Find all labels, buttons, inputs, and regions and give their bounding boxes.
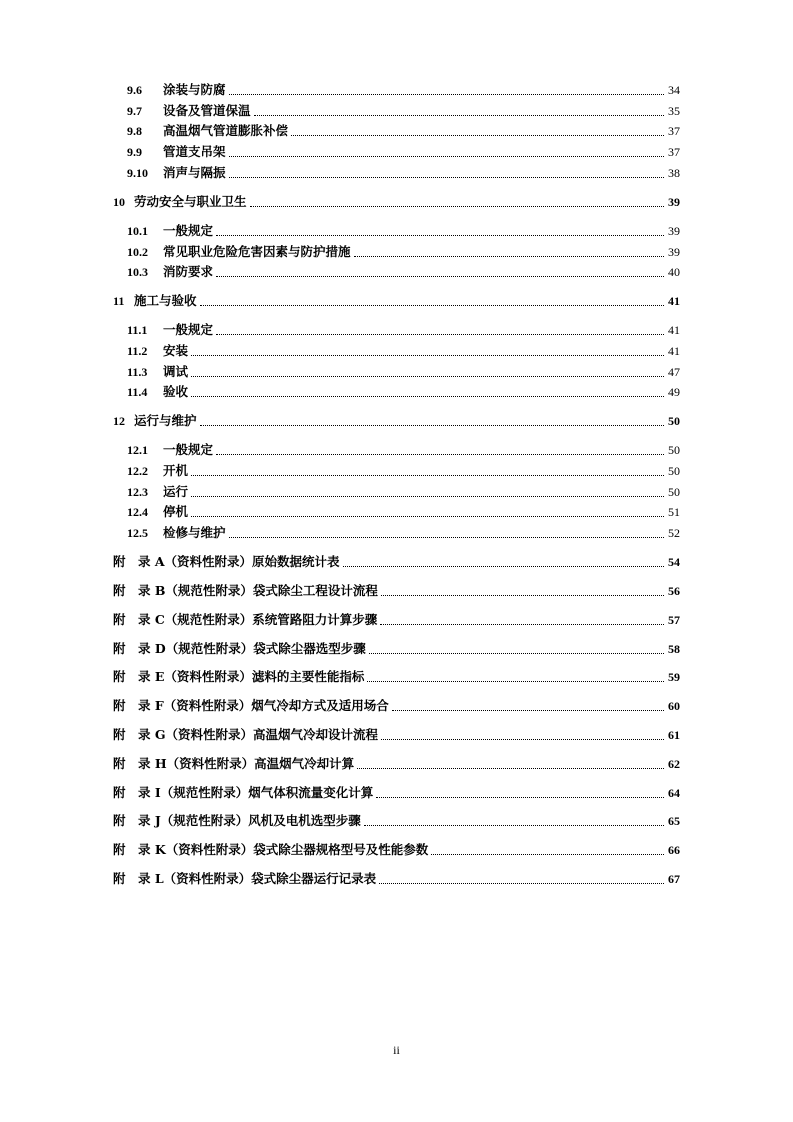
toc-leader-dots xyxy=(229,156,664,157)
toc-entry-title: 附 录 G（资料性附录）高温烟气冷却设计流程 xyxy=(113,727,379,742)
toc-entry-number: 9.6 xyxy=(127,83,142,97)
toc-entry[interactable] xyxy=(0,142,793,162)
toc-entry[interactable] xyxy=(0,163,793,183)
toc-entry-page: 40 xyxy=(668,265,680,279)
toc-entry[interactable] xyxy=(0,523,793,543)
toc-entry-page: 61 xyxy=(668,728,680,742)
toc-entry[interactable] xyxy=(0,869,793,889)
toc-entry-page: 64 xyxy=(668,786,680,800)
toc-entry-page: 39 xyxy=(668,224,680,238)
toc-entry-page: 37 xyxy=(668,124,680,138)
toc-entry-title: 运行 xyxy=(163,484,189,499)
toc-entry-number: 11.3 xyxy=(127,365,148,379)
toc-leader-dots xyxy=(343,566,664,567)
toc-leader-dots xyxy=(357,768,664,769)
toc-entry[interactable] xyxy=(0,552,793,572)
toc-entry-title: 一般规定 xyxy=(163,223,214,238)
toc-leader-dots xyxy=(216,235,664,236)
toc-entry-page: 50 xyxy=(668,485,680,499)
toc-leader-dots xyxy=(216,454,664,455)
toc-entry-page: 50 xyxy=(668,414,680,428)
toc-entry-page: 54 xyxy=(668,555,680,569)
toc-leader-dots xyxy=(364,825,664,826)
toc-entry[interactable] xyxy=(0,341,793,361)
toc-entry-title: 一般规定 xyxy=(163,322,214,337)
toc-entry-title: 附 录 K（资料性附录）袋式除尘器规格型号及性能参数 xyxy=(113,842,429,857)
toc-entry-title: 附 录 L（资料性附录）袋式除尘器运行记录表 xyxy=(113,871,377,886)
toc-entry-page: 41 xyxy=(668,344,680,358)
toc-entry-page: 62 xyxy=(668,757,680,771)
toc-entry-number: 10.3 xyxy=(127,265,148,279)
toc-leader-dots xyxy=(354,256,664,257)
toc-entry-number: 10.1 xyxy=(127,224,148,238)
toc-entry[interactable] xyxy=(0,783,793,803)
toc-entry-title: 调试 xyxy=(163,364,189,379)
toc-entry-page: 50 xyxy=(668,464,680,478)
toc-entry-page: 39 xyxy=(668,245,680,259)
toc-leader-dots xyxy=(381,595,664,596)
toc-entry-number: 9.9 xyxy=(127,145,142,159)
toc-leader-dots xyxy=(229,94,664,95)
toc-leader-dots xyxy=(431,854,664,855)
toc-entry-page: 57 xyxy=(668,613,680,627)
toc-entry-page: 67 xyxy=(668,872,680,886)
toc-entry-title: 管道支吊架 xyxy=(163,144,226,159)
toc-entry-title: 附 录 D（规范性附录）袋式除尘器选型步骤 xyxy=(113,641,366,656)
toc-leader-dots xyxy=(191,516,664,517)
toc-entry-page: 35 xyxy=(668,104,680,118)
toc-entry-title: 安装 xyxy=(163,343,189,358)
toc-entry[interactable] xyxy=(0,639,793,659)
toc-entry[interactable] xyxy=(0,811,793,831)
toc-entry-number: 9.7 xyxy=(127,104,142,118)
toc-entry-title: 验收 xyxy=(163,384,189,399)
toc-leader-dots xyxy=(191,376,664,377)
toc-entry[interactable] xyxy=(0,291,793,311)
toc-entry-page: 58 xyxy=(668,642,680,656)
toc-entry-title: 检修与维护 xyxy=(163,525,226,540)
toc-entry-page: 65 xyxy=(668,814,680,828)
toc-entry[interactable] xyxy=(0,696,793,716)
toc-entry-title: 附 录 F（资料性附录）烟气冷却方式及适用场合 xyxy=(113,698,389,713)
toc-entry-title: 附 录 J（规范性附录）风机及电机选型步骤 xyxy=(113,813,361,828)
toc-entry-title: 设备及管道保温 xyxy=(163,103,251,118)
toc-entry-page: 41 xyxy=(668,294,680,308)
toc-entry-number: 10 xyxy=(113,195,125,209)
toc-entry-title: 附 录 H（资料性附录）高温烟气冷却计算 xyxy=(113,756,355,771)
toc-entry[interactable] xyxy=(0,754,793,774)
toc-entry-title: 附 录 B（规范性附录）袋式除尘工程设计流程 xyxy=(113,583,378,598)
toc-entry[interactable] xyxy=(0,320,793,340)
toc-entry-title: 消声与隔振 xyxy=(163,165,226,180)
toc-entry-title: 一般规定 xyxy=(163,442,214,457)
toc-entry-page: 49 xyxy=(668,385,680,399)
toc-entry[interactable] xyxy=(0,262,793,282)
toc-entry-title: 附 录 I（规范性附录）烟气体积流量变化计算 xyxy=(113,785,374,800)
toc-entry-number: 12.4 xyxy=(127,505,148,519)
toc-entry[interactable] xyxy=(0,121,793,141)
toc-entry-title: 附 录 C（规范性附录）系统管路阻力计算步骤 xyxy=(113,612,378,627)
toc-entry[interactable] xyxy=(0,502,793,522)
toc-entry-page: 34 xyxy=(668,83,680,97)
toc-entry-number: 12 xyxy=(113,414,125,428)
toc-entry-page: 66 xyxy=(668,843,680,857)
toc-leader-dots xyxy=(191,355,664,356)
toc-entry[interactable] xyxy=(0,840,793,860)
toc-entry-page: 60 xyxy=(668,699,680,713)
toc-entry[interactable] xyxy=(0,411,793,431)
toc-entry-page: 51 xyxy=(668,505,680,519)
toc-leader-dots xyxy=(254,115,664,116)
toc-entry-number: 9.10 xyxy=(127,166,148,180)
toc-entry-number: 11.2 xyxy=(127,344,148,358)
toc-entry-number: 12.2 xyxy=(127,464,148,478)
toc-leader-dots xyxy=(376,797,664,798)
page-number: ii xyxy=(393,1043,400,1057)
toc-entry-title: 运行与维护 xyxy=(134,413,197,428)
toc-leader-dots xyxy=(379,883,664,884)
toc-entry[interactable] xyxy=(0,192,793,212)
toc-leader-dots xyxy=(380,624,664,625)
toc-entry-page: 59 xyxy=(668,670,680,684)
toc-leader-dots xyxy=(229,177,664,178)
toc-entry-number: 12.1 xyxy=(127,443,148,457)
toc-leader-dots xyxy=(200,425,664,426)
toc-leader-dots xyxy=(229,537,664,538)
toc-entry-number: 11 xyxy=(113,294,125,308)
toc-leader-dots xyxy=(392,710,664,711)
toc-leader-dots xyxy=(250,206,664,207)
toc-entry[interactable] xyxy=(0,382,793,402)
toc-entry-number: 12.5 xyxy=(127,526,148,540)
toc-entry-page: 39 xyxy=(668,195,680,209)
toc-entry-title: 开机 xyxy=(163,463,189,478)
toc-entry-title: 施工与验收 xyxy=(134,293,197,308)
toc-entry-page: 37 xyxy=(668,145,680,159)
toc-entry-number: 10.2 xyxy=(127,245,148,259)
toc-entry-title: 附 录 A（资料性附录）原始数据统计表 xyxy=(113,554,340,569)
toc-entry-title: 消防要求 xyxy=(163,264,214,279)
toc-entry-page: 56 xyxy=(668,584,680,598)
toc-entry[interactable] xyxy=(0,221,793,241)
toc-entry[interactable] xyxy=(0,80,793,100)
toc-entry-page: 41 xyxy=(668,323,680,337)
toc-entry-page: 38 xyxy=(668,166,680,180)
toc-leader-dots xyxy=(216,276,664,277)
toc-leader-dots xyxy=(191,396,664,397)
toc-entry-number: 12.3 xyxy=(127,485,148,499)
toc-entry[interactable] xyxy=(0,482,793,502)
toc-entry-title: 劳动安全与职业卫生 xyxy=(134,194,247,209)
toc-leader-dots xyxy=(367,681,664,682)
toc-leader-dots xyxy=(369,653,664,654)
toc-entry[interactable] xyxy=(0,440,793,460)
toc-entry[interactable] xyxy=(0,461,793,481)
toc-entry-page: 52 xyxy=(668,526,680,540)
toc-entry[interactable] xyxy=(0,610,793,630)
toc-leader-dots xyxy=(216,334,664,335)
toc-entry[interactable] xyxy=(0,667,793,687)
toc-leader-dots xyxy=(191,496,664,497)
toc-entry-title: 常见职业危险危害因素与防护措施 xyxy=(163,244,351,259)
toc-entry-title: 高温烟气管道膨胀补偿 xyxy=(163,123,289,138)
toc-leader-dots xyxy=(191,475,664,476)
toc-entry[interactable] xyxy=(0,101,793,121)
toc-entry-number: 11.1 xyxy=(127,323,148,337)
toc-leader-dots xyxy=(291,135,664,136)
toc-entry-number: 9.8 xyxy=(127,124,142,138)
toc-entry[interactable] xyxy=(0,581,793,601)
toc-entry-title: 涂装与防腐 xyxy=(163,82,226,97)
toc-entry[interactable] xyxy=(0,362,793,382)
toc-entry-number: 11.4 xyxy=(127,385,148,399)
toc-leader-dots xyxy=(200,305,664,306)
toc-leader-dots xyxy=(381,739,664,740)
toc-entry-title: 附 录 E（资料性附录）滤料的主要性能指标 xyxy=(113,669,365,684)
toc-entry-title: 停机 xyxy=(163,504,189,519)
toc-entry[interactable] xyxy=(0,725,793,745)
toc-entry-page: 50 xyxy=(668,443,680,457)
toc-entry-page: 47 xyxy=(668,365,680,379)
toc-entry[interactable] xyxy=(0,242,793,262)
